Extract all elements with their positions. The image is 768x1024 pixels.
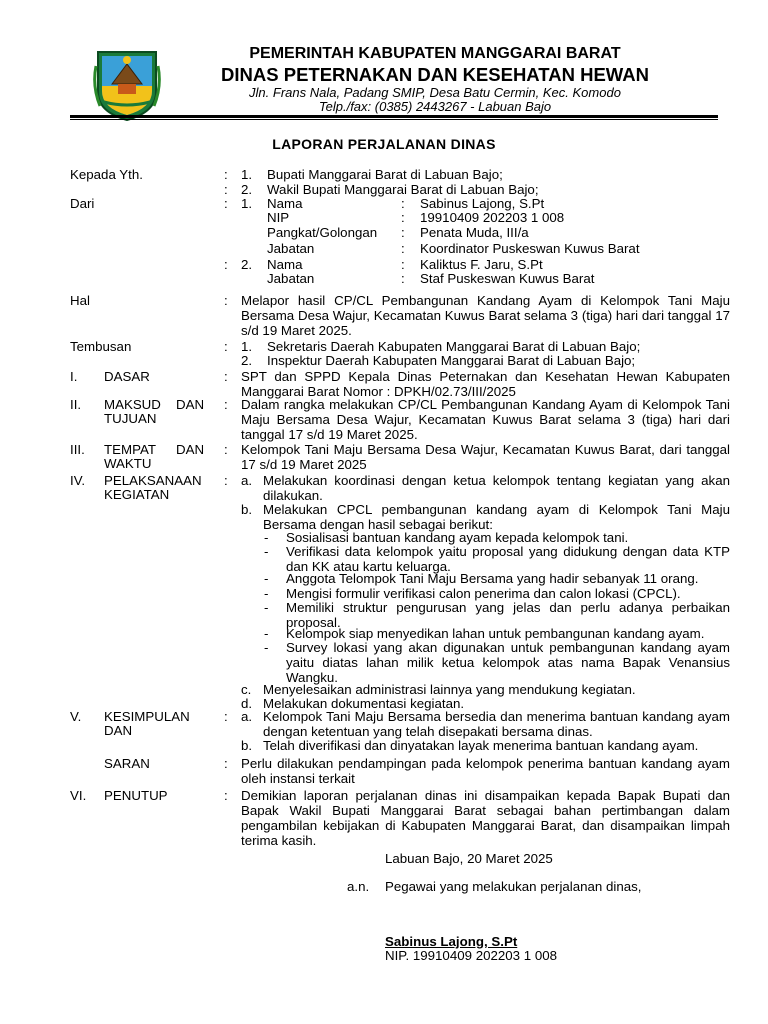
bullet: - xyxy=(264,626,269,641)
maksud-text: Dalam rangka melakukan CP/CL Pembangunan Kandang Ayam di Kelompok Tani Maju Bersama Desa Wajur, Kecamatan Kuwus Barat selama 3 (tiga) hari dari tanggal 17 s/d 19 Maret 2025. xyxy=(241,397,730,442)
tembusan-item-1: Sekretaris Daerah Kabupaten Manggarai Barat di Labuan Bajo; xyxy=(267,339,641,354)
field-key: Nama xyxy=(267,257,303,272)
document-title: LAPORAN PERJALANAN DINAS xyxy=(272,136,496,152)
header-address: Jln. Frans Nala, Padang SMIP, Desa Batu Cermin, Kec. Komodo xyxy=(249,85,621,100)
kesimpulan-label: KESIMPULAN xyxy=(104,709,190,724)
bullet-item-6: Kelompok siap menyedikan lahan untuk pembangunan kandang ayam. xyxy=(286,626,705,641)
section-num: III. xyxy=(70,442,85,457)
dasar-text: SPT dan SPPD Kepala Dinas Peternakan dan Kesehatan Hewan Kabupaten Manggarai Barat Nomor : DPKH/02.73/III/2025 xyxy=(241,369,730,399)
pelaksanaan-d: Melakukan dokumentasi kegiatan. xyxy=(263,696,465,711)
colon: : xyxy=(401,271,405,286)
kesimpulan-label-dan: DAN xyxy=(104,723,133,738)
pelaksanaan-label: PELAKSANAAN xyxy=(104,473,202,488)
signatory-name: Sabinus Lajong, S.Pt xyxy=(385,934,518,949)
field-value: Sabinus Lajong, S.Pt xyxy=(420,196,545,211)
kepada-label: Kepada Yth. xyxy=(70,167,143,182)
hal-text: Melapor hasil CP/CL Pembangunan Kandang Ayam di Kelompok Tani Maju Bersama Desa Wajur, Kecamatan Kuwus Barat selama 3 (tiga) hari dari tanggal 17 s/d 19 Maret 2025. xyxy=(241,293,730,338)
colon: : xyxy=(401,196,405,211)
field-value: Kaliktus F. Jaru, S.Pt xyxy=(420,257,543,272)
kesimpulan-b: Telah diverifikasi dan dinyatakan layak menerima bantuan kandang ayam. xyxy=(263,738,699,753)
tembusan-num-2: 2. xyxy=(241,353,253,368)
kepada-num-1: 1. xyxy=(241,167,253,182)
kepada-item-1: Bupati Manggarai Barat di Labuan Bajo; xyxy=(267,167,503,182)
colon: : xyxy=(401,241,405,256)
header-government: PEMERINTAH KABUPATEN MANGGARAI BARAT xyxy=(249,45,621,62)
saran-text: Perlu dilakukan pendampingan pada kelompok penerima bantuan kandang ayam oleh instansi terkait xyxy=(241,756,730,786)
item-letter: b. xyxy=(241,738,253,753)
dari-num-2: 2. xyxy=(241,257,253,272)
field-key: Nama xyxy=(267,196,303,211)
header-agency: DINAS PETERNAKAN DAN KESEHATAN HEWAN xyxy=(221,64,649,85)
maksud-label-tujuan: TUJUAN xyxy=(104,411,157,426)
colon: : xyxy=(224,369,228,384)
colon: : xyxy=(224,709,228,724)
bullet-item-2: Verifikasi data kelompok yaitu proposal yang didukung dengan data KTP dan KK atau kartu keluarga. xyxy=(286,544,730,574)
section-num: IV. xyxy=(70,473,86,488)
pelaksanaan-c: Menyelesaikan administrasi lainnya yang mendukung kegiatan. xyxy=(263,682,636,697)
tembusan-num-1: 1. xyxy=(241,339,253,354)
colon: : xyxy=(224,442,228,457)
header-divider-thick xyxy=(70,115,718,118)
field-value: Penata Muda, III/a xyxy=(420,225,529,240)
regency-logo xyxy=(92,46,162,122)
penutup-label: PENUTUP xyxy=(104,788,168,803)
colon: : xyxy=(224,196,228,211)
tempat-label: TEMPAT xyxy=(104,442,156,457)
pelaksanaan-a: Melakukan koordinasi dengan ketua kelompok tentang kegiatan yang akan dilakukan. xyxy=(263,473,730,503)
bullet: - xyxy=(264,640,269,655)
colon: : xyxy=(224,182,228,197)
tembusan-item-2: Inspektur Daerah Kabupaten Manggarai Barat di Labuan Bajo; xyxy=(267,353,636,368)
penutup-text: Demikian laporan perjalanan dinas ini disampaikan kepada Bapak Bupati dan Bapak Wakil Bupati Manggarai Barat sebagai bahan pertimbangan dalam pengambilan kebijakan di Kabupaten Manggarai Barat, dan disampaikan limpah terima kasih. xyxy=(241,788,730,848)
header-divider-thin xyxy=(70,119,718,120)
an-text: Pegawai yang melakukan perjalanan dinas, xyxy=(385,879,642,894)
bullet: - xyxy=(264,600,269,615)
header-contact: Telp./fax: (0385) 2443267 - Labuan Bajo xyxy=(318,99,552,114)
kesimpulan-a: Kelompok Tani Maju Bersama bersedia dan menerima bantuan kandang ayam dengan ketentuan yang telah disepakati bersama dinas. xyxy=(263,709,730,739)
section-num: VI. xyxy=(70,788,87,803)
tempat-text: Kelompok Tani Maju Bersama Desa Wajur, Kecamatan Kuwus Barat, dari tanggal 17 s/d 19 Maret 2025 xyxy=(241,442,730,472)
colon: : xyxy=(224,257,228,272)
field-value: Staf Puskeswan Kuwus Barat xyxy=(420,271,595,286)
field-key: Jabatan xyxy=(267,241,315,256)
an-prefix: a.n. xyxy=(347,879,370,894)
section-num: V. xyxy=(70,709,82,724)
item-letter: d. xyxy=(241,696,253,711)
tembusan-label: Tembusan xyxy=(70,339,132,354)
field-key: Jabatan xyxy=(267,271,315,286)
item-letter: b. xyxy=(241,502,253,517)
kepada-num-2: 2. xyxy=(241,182,253,197)
bullet: - xyxy=(264,586,269,601)
bullet-item-7: Survey lokasi yang akan digunakan untuk pembangunan kandang ayam yaitu diatas lahan milik ketua kelompok atas nama Bapak Venansius Wangku. xyxy=(286,640,730,685)
colon: : xyxy=(401,225,405,240)
colon: : xyxy=(224,339,228,354)
tempat-label-dan: DAN xyxy=(176,442,205,457)
hal-label: Hal xyxy=(70,293,90,308)
dasar-label: DASAR xyxy=(104,369,150,384)
signatory-nip: NIP. 19910409 202203 1 008 xyxy=(385,948,558,963)
section-num: I. xyxy=(70,369,78,384)
bullet: - xyxy=(264,571,269,586)
tempat-label-waktu: WAKTU xyxy=(104,456,152,471)
kepada-item-2: Wakil Bupati Manggarai Barat di Labuan Bajo; xyxy=(267,182,539,197)
colon: : xyxy=(224,167,228,182)
colon: : xyxy=(401,210,405,225)
place-date: Labuan Bajo, 20 Maret 2025 xyxy=(385,851,553,866)
bullet-item-1: Sosialisasi bantuan kandang ayam kepada kelompok tani. xyxy=(286,530,629,545)
pelaksanaan-label-kegiatan: KEGIATAN xyxy=(104,487,170,502)
bullet: - xyxy=(264,530,269,545)
dari-num-1: 1. xyxy=(241,196,253,211)
colon: : xyxy=(224,397,228,412)
field-key: NIP xyxy=(267,210,290,225)
item-letter: a. xyxy=(241,709,253,724)
colon: : xyxy=(401,257,405,272)
bullet-item-4: Mengisi formulir verifikasi calon penerima dan calon lokasi (CPCL). xyxy=(286,586,681,601)
bullet-item-5: Memiliki struktur pengurusan yang jelas dan perlu adanya perbaikan proposal. xyxy=(286,600,730,630)
bullet: - xyxy=(264,544,269,559)
item-letter: a. xyxy=(241,473,253,488)
dari-label: Dari xyxy=(70,196,95,211)
colon: : xyxy=(224,756,228,771)
field-value: Koordinator Puskeswan Kuwus Barat xyxy=(420,241,640,256)
maksud-label-dan: DAN xyxy=(176,397,205,412)
section-num: II. xyxy=(70,397,82,412)
colon: : xyxy=(224,788,228,803)
maksud-label: MAKSUD xyxy=(104,397,161,412)
field-key: Pangkat/Golongan xyxy=(267,225,378,240)
saran-label: SARAN xyxy=(104,756,150,771)
colon: : xyxy=(224,473,228,488)
field-value: 19910409 202203 1 008 xyxy=(420,210,565,225)
pelaksanaan-b: Melakukan CPCL pembangunan kandang ayam di Kelompok Tani Maju Bersama dengan hasil sebagai berikut: xyxy=(263,502,730,532)
bullet-item-3: Anggota Telompok Tani Maju Bersama yang hadir sebanyak 11 orang. xyxy=(286,571,699,586)
colon: : xyxy=(224,293,228,308)
item-letter: c. xyxy=(241,682,252,697)
